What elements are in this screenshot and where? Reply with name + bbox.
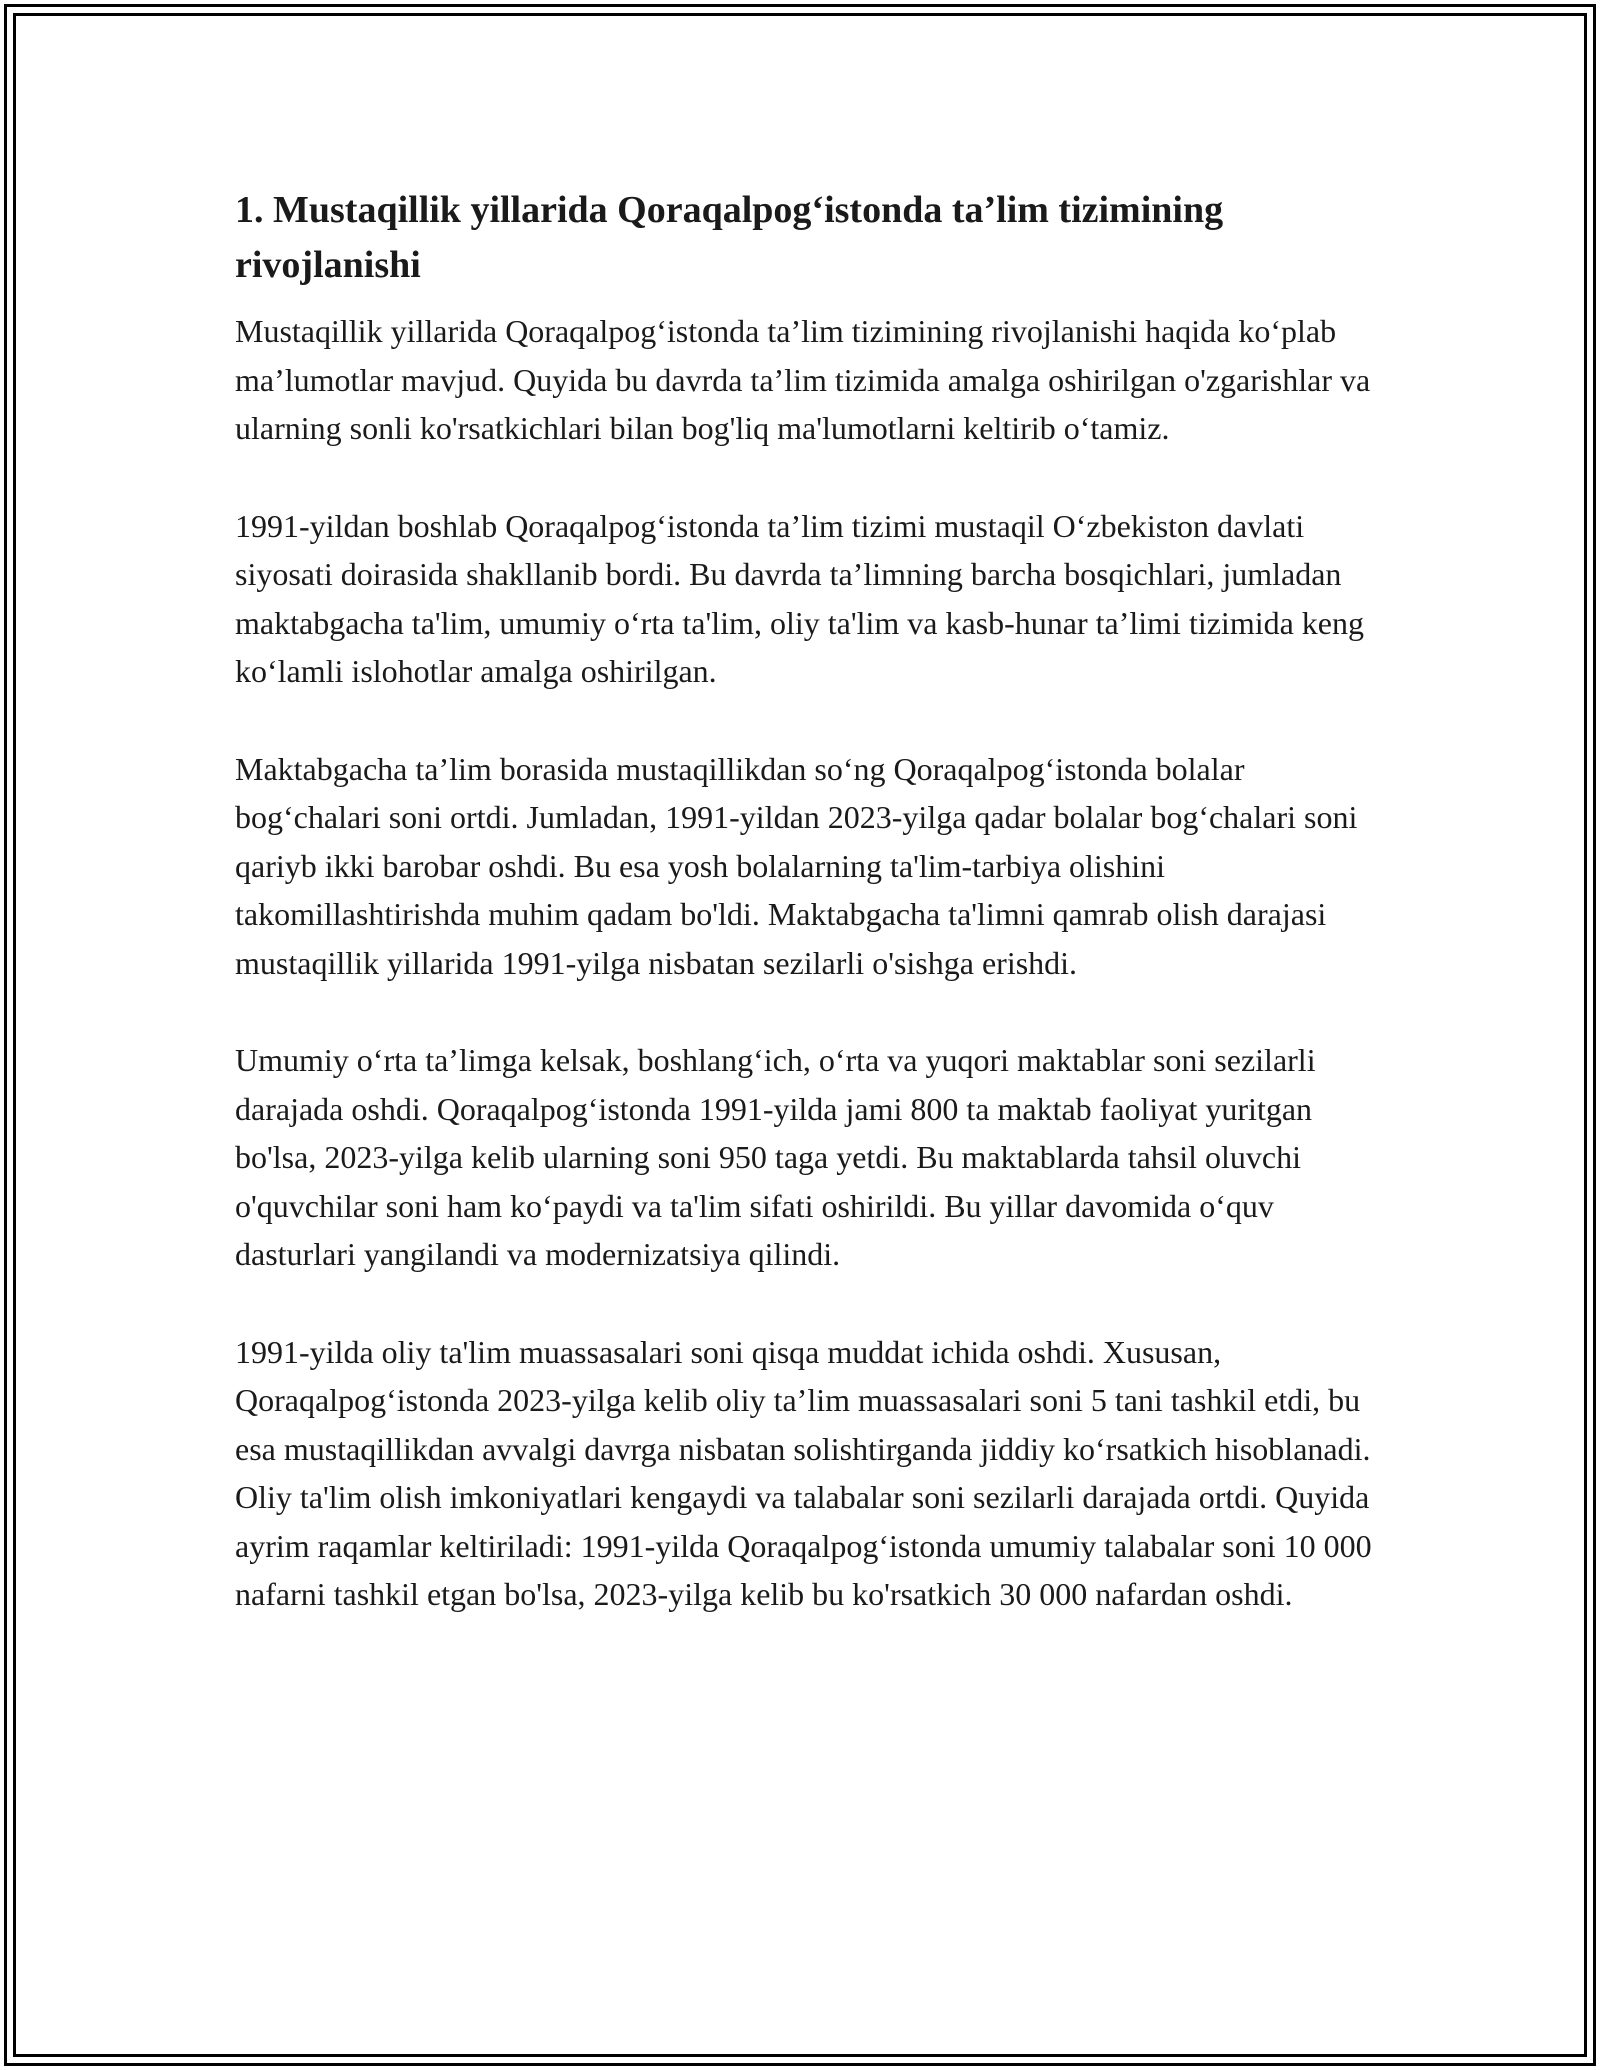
document-title: 1. Mustaqillik yillarida Qoraqalpog‘istonda ta’lim tizimining rivojlanishi bbox=[235, 189, 1224, 286]
paragraph-higher-education: 1991-yilda oliy ta'lim muassasalari soni qisqa muddat ichida oshdi. Xususan, Qoraqalpog‘istonda 2023-yilga kelib oliy ta’lim muassasalari soni 5 tani tashkil etdi, bu esa mustaqillikdan avvalgi davrga nisbatan solishtirganda jiddiy ko‘rsatkich hisoblanadi. Oliy ta'lim olish imkoniyatlari kengaydi va talabalar soni sezilarli darajada ortdi. Quyida ayrim raqamlar keltiriladi: 1991-yilda Qoraqalpog‘istonda umumiy talabalar soni 10 000 nafarni tashkil etgan bo'lsa, 2023-yilga kelib bu ko'rsatkich 30 000 nafardan oshdi. bbox=[235, 1333, 1372, 1612]
document-body bbox=[235, 183, 1385, 1668]
paragraph-intro: Mustaqillik yillarida Qoraqalpog‘istonda ta’lim tizimining rivojlanishi haqida ko‘plab ma’lumotlar mavjud. Quyida bu davrda ta’lim tizimida amalga oshirilgan o'zgarishlar va ularning sonli ko'rsatkichlari bilan bog'liq ma'lumotlarni keltirib o‘tamiz. bbox=[235, 313, 1371, 446]
paragraph-preschool-education: Maktabgacha ta’lim borasida mustaqillikdan so‘ng Qoraqalpog‘istonda bolalar bog‘chalari soni ortdi. Jumladan, 1991-yildan 2023-yilga qadar bolalar bog‘chalari soni qariyb ikki barobar oshdi. Bu esa yosh bolalarning ta'lim-tarbiya olishini takomillashtirishda muhim qadam bo'ldi. Maktabgacha ta'limni qamrab olish darajasi mustaqillik yillarida 1991-yilga nisbatan sezilarli o'sishga erishdi. bbox=[235, 750, 1358, 981]
paragraph-overview-1991: 1991-yildan boshlab Qoraqalpog‘istonda ta’lim tizimi mustaqil O‘zbekiston davlati siyosati doirasida shakllanib bordi. Bu davrda ta’limning barcha bosqichlari, jumladan maktabgacha ta'lim, umumiy o‘rta ta'lim, oliy ta'lim va kasb-hunar ta’limi tizimida keng ko‘lamli islohotlar amalga oshirilgan. bbox=[235, 507, 1364, 689]
paragraph-general-secondary-education: Umumiy o‘rta ta’limga kelsak, boshlang‘ich, o‘rta va yuqori maktablar soni sezilarli darajada oshdi. Qoraqalpog‘istonda 1991-yilda jami 800 ta maktab faoliyat yuritgan bo'lsa, 2023-yilga kelib ularning soni 950 taga yetdi. Bu maktablarda tahsil oluvchi o'quvchilar soni ham ko‘paydi va ta'lim sifati oshirildi. Bu yillar davomida o‘quv dasturlari yangilandi va modernizatsiya qilindi. bbox=[235, 1042, 1316, 1272]
